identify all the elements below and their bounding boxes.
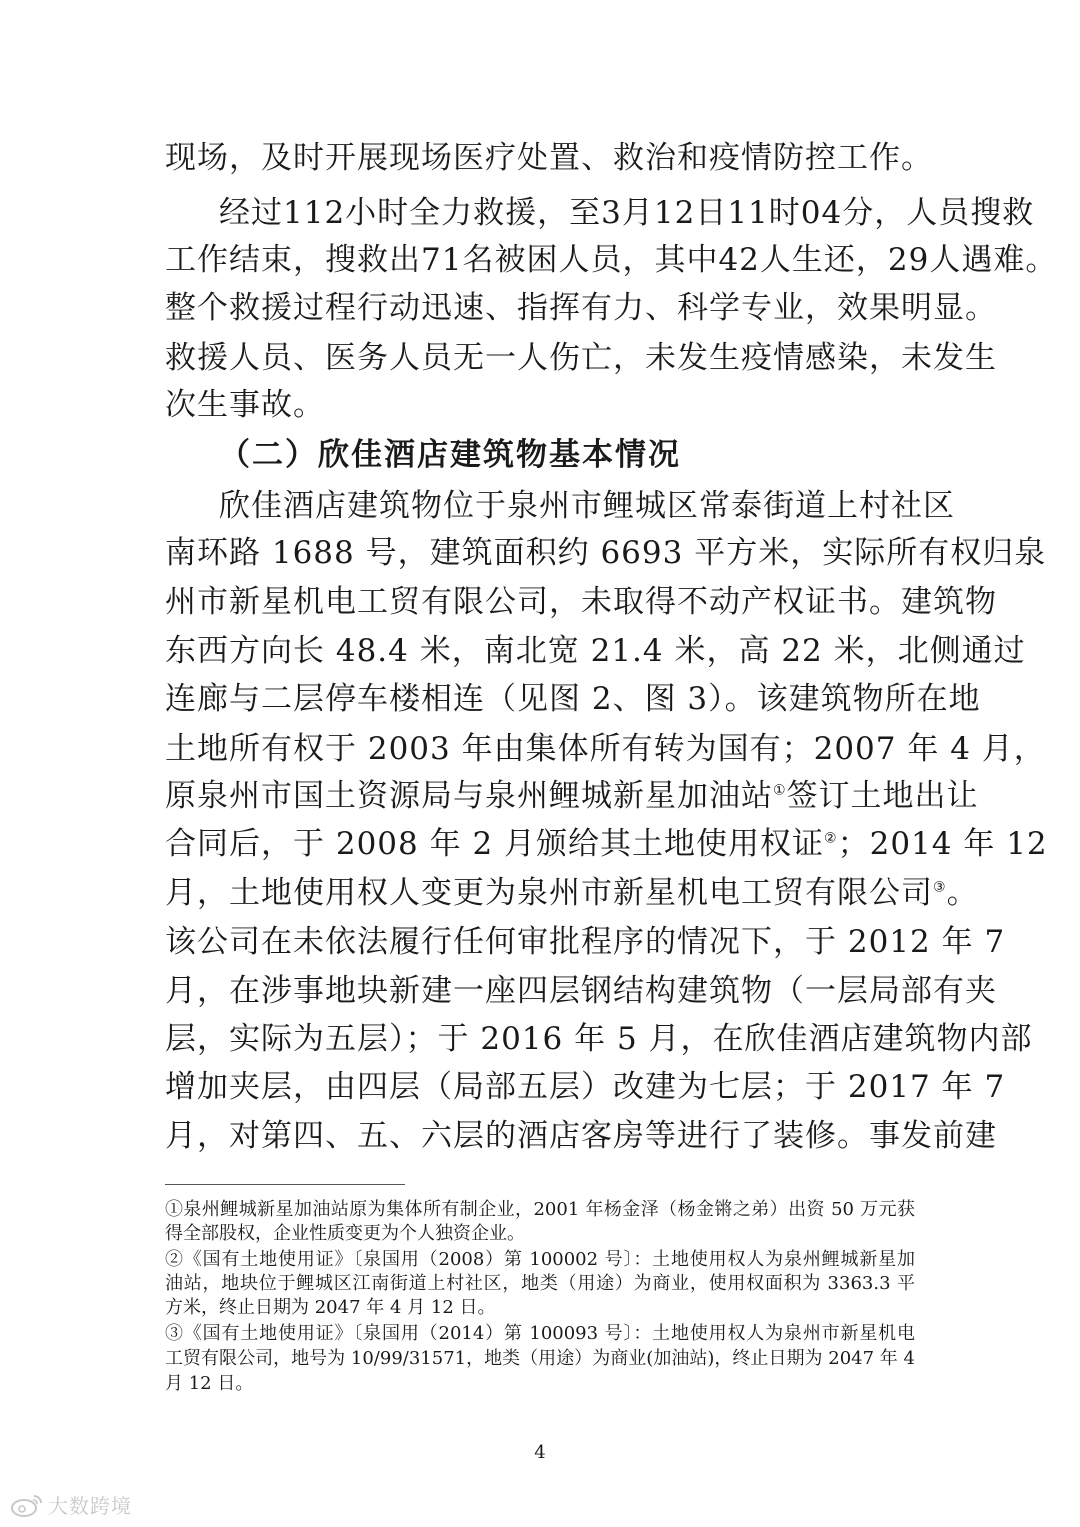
watermark-text: 大数跨境 xyxy=(48,1494,132,1518)
text-line: 整个救援过程行动迅速、指挥有力、科学专业，效果明显。 xyxy=(165,290,997,326)
footnote-line: 工贸有限公司，地号为 10/99/31571，地类（用途）为商业(加油站)，终止日期为 2047 年 4 xyxy=(165,1348,915,1369)
text-line: 土地所有权于 2003 年由集体所有转为国有；2007 年 4 月， xyxy=(165,731,1046,767)
text-line: 原泉州市国土资源局与泉州鲤城新星加油站①签订土地出让 xyxy=(165,778,979,814)
footnote-line: ②《国有土地使用证》〔泉国用（2008）第 100002 号〕：土地使用权人为泉州鲤城新星加 xyxy=(165,1249,915,1270)
text-line: 月，土地使用权人变更为泉州市新星机电工贸有限公司③。 xyxy=(165,875,979,911)
text-line: 州市新星机电工贸有限公司，未取得不动产权证书。建筑物 xyxy=(165,584,997,620)
text-line: 月，在涉事地块新建一座四层钢结构建筑物（一层局部有夹 xyxy=(165,973,997,1009)
text-line: 层，实际为五层）；于 2016 年 5 月，在欣佳酒店建筑物内部 xyxy=(165,1021,1033,1057)
text-line: 连廊与二层停车楼相连（见图 2、图 3）。该建筑物所在地 xyxy=(165,681,981,717)
text-line: 次生事故。 xyxy=(165,387,325,423)
text-line: 合同后，于 2008 年 2 月颁给其土地使用权证②；2014 年 12 xyxy=(165,826,1048,862)
text-line: 现场，及时开展现场医疗处置、救治和疫情防控工作。 xyxy=(165,140,933,176)
page-number: 4 xyxy=(534,1442,546,1463)
footnote-line: ③《国有土地使用证》〔泉国用（2014）第 100093 号〕：土地使用权人为泉州市新星机电 xyxy=(165,1323,915,1344)
text-line: 该公司在未依法履行任何审批程序的情况下，于 2012 年 7 xyxy=(165,924,1006,960)
text-line: 南环路 1688 号，建筑面积约 6693 平方米，实际所有权归泉 xyxy=(165,535,1047,571)
text-line: 月，对第四、五、六层的酒店客房等进行了装修。事发前建 xyxy=(165,1118,997,1154)
text-line: 东西方向长 48.4 米，南北宽 21.4 米，高 22 米，北侧通过 xyxy=(165,633,1026,669)
footnote-ref-1[interactable]: ① xyxy=(773,782,787,799)
text-line: 救援人员、医务人员无一人伤亡，未发生疫情感染，未发生 xyxy=(165,340,997,376)
footnote-line: 得全部股权，企业性质变更为个人独资企业。 xyxy=(165,1223,525,1244)
watermark xyxy=(10,1490,132,1519)
weibo-logo-icon xyxy=(10,1492,44,1518)
footnote-ref-2[interactable]: ② xyxy=(824,830,838,847)
text-line: 工作结束，搜救出71名被困人员，其中42人生还，29人遇难。 xyxy=(165,242,1058,278)
footnote-line: 方米，终止日期为 2047 年 4 月 12 日。 xyxy=(165,1297,496,1318)
footnote-line: ①泉州鲤城新星加油站原为集体所有制企业，2001 年杨金泽（杨金锵之弟）出资 50 万元获 xyxy=(165,1199,915,1220)
footnote-line: 油站，地块位于鲤城区江南街道上村社区，地类（用途）为商业，使用权面积为 3363.3 平 xyxy=(165,1273,915,1294)
section-heading: （二）欣佳酒店建筑物基本情况 xyxy=(219,437,681,473)
text-line: 欣佳酒店建筑物位于泉州市鲤城区常泰街道上村社区 xyxy=(219,488,955,524)
footnote-line: 月 12 日。 xyxy=(165,1373,254,1394)
text-line: 经过112小时全力救援，至3月12日11时04分，人员搜救 xyxy=(219,195,1035,231)
footnote-ref-3[interactable]: ③ xyxy=(933,879,947,896)
text-line: 增加夹层，由四层（局部五层）改建为七层；于 2017 年 7 xyxy=(165,1069,1006,1105)
footnote-separator xyxy=(165,1184,405,1185)
